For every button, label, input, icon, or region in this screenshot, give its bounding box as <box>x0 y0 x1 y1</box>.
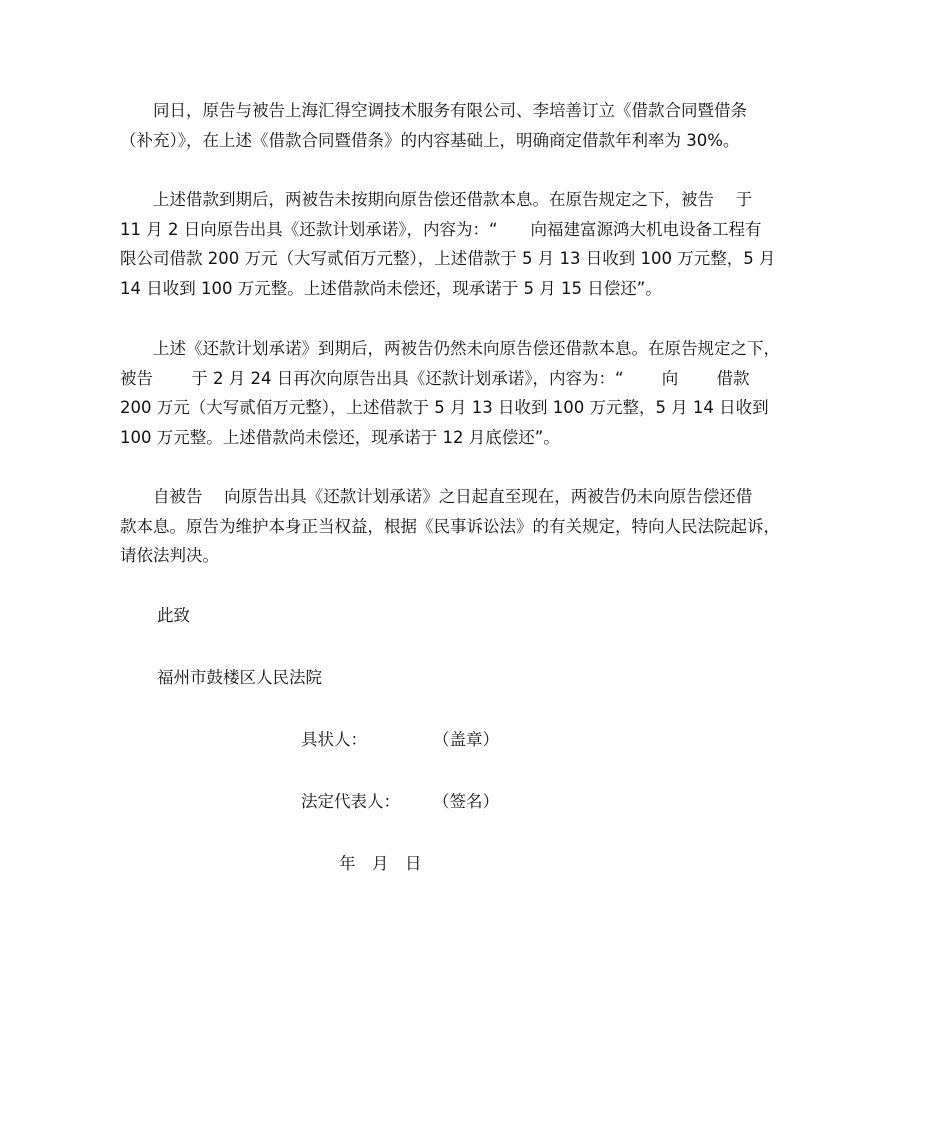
text-line: 被告 于 2 月 24 日再次向原告出具《还款计划承诺》，内容为：“ 向 借款 <box>120 368 750 388</box>
text-line: 限公司借款 200 万元（大写贰佰万元整），上述借款于 5 月 13 日收到 100 万元整，5 月 <box>120 249 776 268</box>
salutation: 此致 <box>157 606 190 625</box>
text-line: 请依法判决。 <box>120 546 219 565</box>
text-line: 14 日收到 100 万元整。上述借款尚未偿还，现承诺于 5 月 15 日偿还”。 <box>120 278 662 298</box>
text-line: 款本息。原告为维护本身正当权益，根据《民事诉讼法》的有关规定，特向人民法院起诉， <box>120 516 780 536</box>
text-line: （补充）》，在上述《借款合同暨借条》的内容基础上，明确商定借款年利率为 30%。 <box>120 130 740 150</box>
date-line: 年 月 日 <box>339 854 422 873</box>
text-line: 同日，原告与被告上海汇得空调技术服务有限公司、李培善订立《借款合同暨借条 <box>120 101 747 120</box>
paragraph-second-repayment-promise <box>120 334 840 452</box>
text-line: 自被告 向原告出具《还款计划承诺》之日起直至现在，两被告仍未向原告偿还借 <box>120 487 753 506</box>
paragraph-supplementary-agreement <box>120 96 840 155</box>
plaintiff-signature-line: 具状人： （盖章） <box>301 730 499 749</box>
text-line: 100 万元整。上述借款尚未偿还，现承诺于 12 月底偿还”。 <box>120 427 560 447</box>
text-line: 200 万元（大写贰佰万元整），上述借款于 5 月 13 日收到 100 万元整，5 月 14 日收到 <box>120 398 769 417</box>
text-line: 上述《还款计划承诺》到期后，两被告仍然未向原告偿还借款本息。在原告规定之下， <box>120 339 780 358</box>
court-name: 福州市鼓楼区人民法院 <box>157 668 322 687</box>
legal-representative-signature-line: 法定代表人： （签名） <box>301 792 499 811</box>
paragraph-first-repayment-promise <box>120 185 840 303</box>
text-line: 上述借款到期后，两被告未按期向原告偿还借款本息。在原告规定之下，被告 于 <box>120 190 753 209</box>
text-line: 11 月 2 日向原告出具《还款计划承诺》，内容为：“ 向福建富源鸿大机电设备工程有 <box>120 219 762 239</box>
paragraph-lawsuit-request <box>120 482 840 571</box>
